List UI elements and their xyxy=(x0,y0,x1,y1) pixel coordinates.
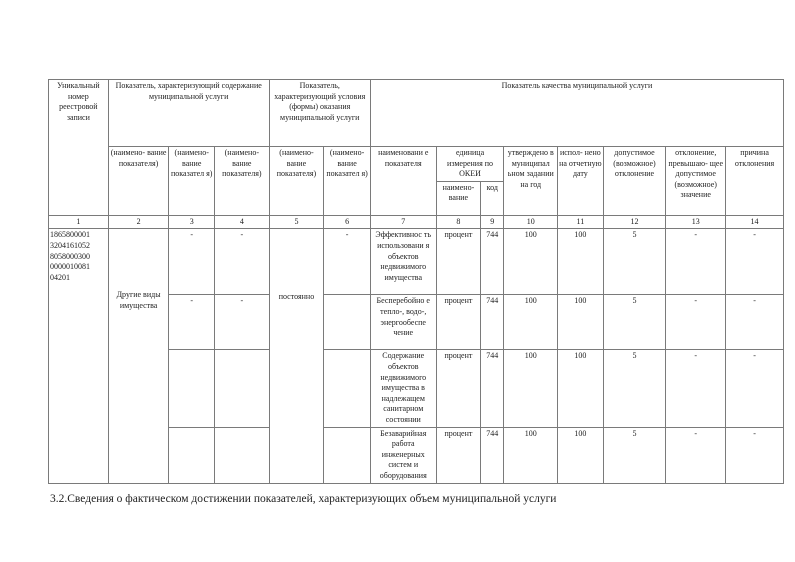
code-cell: 744 xyxy=(481,427,504,483)
column-number: 12 xyxy=(603,215,666,229)
header-quality-indicator: Показатель качества муниципальной услуги xyxy=(370,80,783,147)
section-caption: 3.2.Сведения о фактическом достижении показателей, характеризующих объем муниципальной услуги xyxy=(50,493,557,505)
deviation-reason-cell: - xyxy=(726,229,784,295)
column-number: 3 xyxy=(169,215,215,229)
header-registry-number: Уникальный номер реестровой записи xyxy=(49,80,109,216)
column-number: 6 xyxy=(324,215,371,229)
header-okei-name: наимено- вание xyxy=(436,181,481,215)
header-allowed-deviation: допустимое (возможное) отклонение xyxy=(603,147,666,216)
column-number: 11 xyxy=(558,215,604,229)
indicator-name-cell: Содержание объектов недвижимого имущества в надлежащем санитарном состоянии xyxy=(370,350,436,427)
allowed-deviation-cell: 5 xyxy=(603,427,666,483)
allowed-deviation-cell: 5 xyxy=(603,229,666,295)
indicator-name-cell: Бесперебойно е тепло-, водо-, энергообеспе чение xyxy=(370,295,436,350)
executed-cell: 100 xyxy=(558,295,604,350)
exceeding-deviation-cell: - xyxy=(666,295,726,350)
code-cell: 744 xyxy=(481,295,504,350)
header-indicator-name: наименовани е показателя xyxy=(370,147,436,216)
unit-cell: процент xyxy=(436,427,481,483)
approved-cell: 100 xyxy=(504,350,558,427)
content-value-cell xyxy=(214,350,269,427)
column-number: 7 xyxy=(370,215,436,229)
condition-value-cell: - xyxy=(324,229,371,295)
header-exceeding-deviation: отклонение, превышаю- щее допустимое (возможное) значение xyxy=(666,147,726,216)
allowed-deviation-cell: 5 xyxy=(603,350,666,427)
column-numbers-row xyxy=(49,215,784,229)
column-number: 5 xyxy=(269,215,324,229)
header-okei-unit: единица измерения по ОКЕИ xyxy=(436,147,504,182)
condition-value-cell xyxy=(324,350,371,427)
service-content-text: Другие виды имущества xyxy=(116,290,161,310)
header-deviation-reason: причина отклонения xyxy=(726,147,784,216)
column-number: 10 xyxy=(504,215,558,229)
registry-number-cell: 1865800001 3204161052 8058000300 0000010081 04201 xyxy=(49,229,109,483)
header-conditions-indicator: Показатель, характеризующий условия (формы) оказания муниципальной услуги xyxy=(269,80,370,147)
subheader-name-2: (наимено- вание показател я) xyxy=(169,147,215,216)
exceeding-deviation-cell: - xyxy=(666,229,726,295)
header-executed: испол- нено на отчетную дату xyxy=(558,147,604,216)
column-number: 2 xyxy=(108,215,169,229)
deviation-reason-cell: - xyxy=(726,350,784,427)
header-content-indicator: Показатель, характеризующий содержание муниципальной услуги xyxy=(108,80,269,147)
content-value-cell: - xyxy=(169,295,215,350)
header-approved: утверждено в муниципал ьном задании на год xyxy=(504,147,558,216)
subheader-name-4: (наимено- вание показателя) xyxy=(269,147,324,216)
deviation-reason-cell: - xyxy=(726,427,784,483)
column-number: 13 xyxy=(666,215,726,229)
deviation-reason-cell: - xyxy=(726,295,784,350)
quality-indicators-table xyxy=(48,79,784,484)
column-number: 4 xyxy=(214,215,269,229)
service-content-cell xyxy=(108,229,169,483)
condition-text: постоянно xyxy=(278,291,315,301)
exceeding-deviation-cell: - xyxy=(666,350,726,427)
condition-value-cell xyxy=(324,427,371,483)
header-okei-code: код xyxy=(481,181,504,215)
executed-cell: 100 xyxy=(558,229,604,295)
unit-cell: процент xyxy=(436,350,481,427)
code-cell: 744 xyxy=(481,350,504,427)
allowed-deviation-cell: 5 xyxy=(603,295,666,350)
code-cell: 744 xyxy=(481,229,504,295)
condition-cell xyxy=(269,229,324,483)
subheader-name-3: (наимено- вание показателя) xyxy=(214,147,269,216)
executed-cell: 100 xyxy=(558,350,604,427)
content-value-cell xyxy=(214,427,269,483)
column-number: 8 xyxy=(436,215,481,229)
content-value-cell: - xyxy=(214,295,269,350)
indicator-name-cell: Эффективнос ть использовани я объектов недвижимого имущества xyxy=(370,229,436,295)
indicator-name-cell: Безаварийная работа инженерных систем и оборудования xyxy=(370,427,436,483)
executed-cell: 100 xyxy=(558,427,604,483)
table-row xyxy=(49,229,784,295)
exceeding-deviation-cell: - xyxy=(666,427,726,483)
approved-cell: 100 xyxy=(504,295,558,350)
subheader-name-5: (наимено- вание показател я) xyxy=(324,147,371,216)
unit-cell: процент xyxy=(436,295,481,350)
content-value-cell: - xyxy=(214,229,269,295)
content-value-cell: - xyxy=(169,229,215,295)
unit-cell: процент xyxy=(436,229,481,295)
column-number: 14 xyxy=(726,215,784,229)
column-number: 9 xyxy=(481,215,504,229)
approved-cell: 100 xyxy=(504,229,558,295)
approved-cell: 100 xyxy=(504,427,558,483)
condition-value-cell xyxy=(324,295,371,350)
subheader-name-1: (наимено- вание показателя) xyxy=(108,147,169,216)
column-number: 1 xyxy=(49,215,109,229)
content-value-cell xyxy=(169,350,215,427)
content-value-cell xyxy=(169,427,215,483)
